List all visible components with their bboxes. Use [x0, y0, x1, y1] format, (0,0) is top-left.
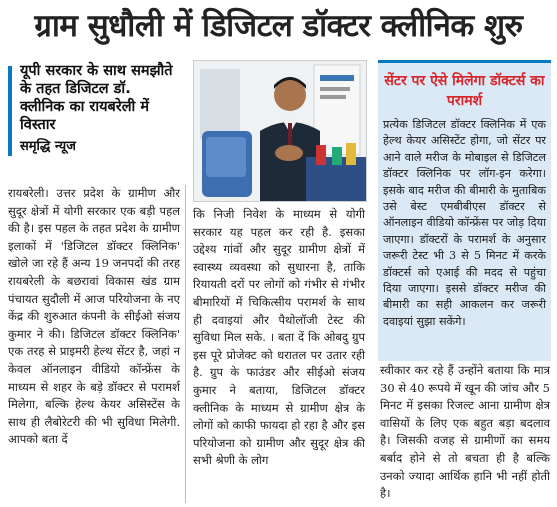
article-column-3	[380, 362, 550, 503]
subhead	[8, 62, 178, 154]
article-column-2	[193, 206, 365, 470]
column-divider	[185, 185, 186, 503]
sidebar-text: प्रत्येक डिजिटल डॉक्टर क्लिनिक में एक हेल्थ केयर असिस्टेंट होगा, जो सेंटर पर आने वाले मरीज के मोबाइल से डिजिटल डॉक्टर क्लिनिक पर लॉग-इन करेगा। इसके बाद मरीज की बीमारी के मुताबिक उसे बेस्ट एमबीबीएस डॉक्टर से ऑनलाइन वीडियो कॉन्फ्रेंस पर जोड़ दिया जाएगा। डॉक्टरों के परामर्श के अनुसार जरूरी टेस्ट भी 3 से 5 मिनट में करके डॉक्टर्स को एआई की मदद से पहुंचा दिया जाएगा। इससे डॉक्टर मरीज की बीमारी का सही आकलन कर जरूरी दवाइयां सुझा सकेंगे।	[383, 118, 546, 328]
byline: समृद्धि न्यूज	[20, 139, 76, 154]
article-text: रायबरेली। उत्तर प्रदेश के ग्रामीण और सुदूर क्षेत्रों में योगी सरकार एक बड़ी पहल की है। इस पहल के तहत प्रदेश के ग्रामीण इलाकों में 'डिजिटल डॉक्टर क्लिनिक' खोले जा रहे हैं अन्य 19 जनपदों की तरह रायबरेली के बछरावां विकास खंड ग्राम पंचायत सुदौली में आज परियोजना के नए केंद्र की शुरुआत कंपनी के सीईओ संजय कुमार ने की। डिजिटल डॉक्टर क्लिनिक' एक तरह से प्राइमरी हेल्थ सेंटर है, जहां न केवल ऑनलाइन वीडियो कॉन्फ्रेंस के माध्यम से शहर के बड़े डॉक्टर से परामर्श मिलेगा, बल्कि हेल्थ केयर असिस्टेंस के साथ ही लैबोरेटरी की भी सुविधा मिलेगी. आपको बता दें	[8, 186, 180, 447]
sidebar-box	[378, 60, 551, 361]
article-text: स्वीकार कर रहे हैं उन्होंने बताया कि मात्र 30 से 40 रूपये में खून की जांच और 5 मिनट में इसका रिजल्ट आना ग्रामीण क्षेत्र वासियों के लिए एक बहुत बड़ा बदलाव है। जिसकी वजह से ग्रामीणों का समय बर्बाद होने से तो बचता ही है बल्कि उनको ज्यादा आर्थिक हानि भी नहीं होती है।	[380, 363, 550, 501]
article-column-1	[8, 185, 180, 449]
subhead-accent-bar	[8, 66, 12, 156]
headline: ग्राम सुधौली में डिजिटल डॉक्टर क्लीनिक शुरु	[34, 8, 523, 44]
news-photo	[193, 60, 367, 202]
sidebar-heading: सेंटर पर ऐसे मिलेगा डॉक्टर्स का परामर्श	[384, 73, 545, 109]
article-text: कि निजी निवेश के माध्यम से योगी सरकार यह पहल कर रही है. इसका उद्देश्य गांवों और सुदूर ग्रामीण क्षेत्रों में स्वास्थ्य व्यवस्था को सुधारना है, ताकि रियायती दरों पर लोगों को गंभीर से गंभीर बीमारियों में चिकित्सीय परामर्श के साथ ही दवाइयां और पैथोलॉजी टेस्ट की सुविधा मिल सके. । बता दें कि ओबदु ग्रुप इस पूरे प्रोजेक्ट को धरातल पर उतार रही है. ग्रुप के फाउंडर और सीईओ संजय कुमार ने बताया, डिजिटल डॉक्टर क्लीनिक के माध्यम से ग्रामीण क्षेत्र के लोगों को काफी फायदा हो रहा है और इस परियोजना को ग्रामीण और सुदूर क्षेत्र की सभी श्रेणी के लोग	[193, 207, 365, 468]
subhead-deck: यूपी सरकार के साथ समझौते के तहत डिजिटल डॉ. क्लीनिक का रायबरेली में विस्तार	[20, 63, 173, 133]
